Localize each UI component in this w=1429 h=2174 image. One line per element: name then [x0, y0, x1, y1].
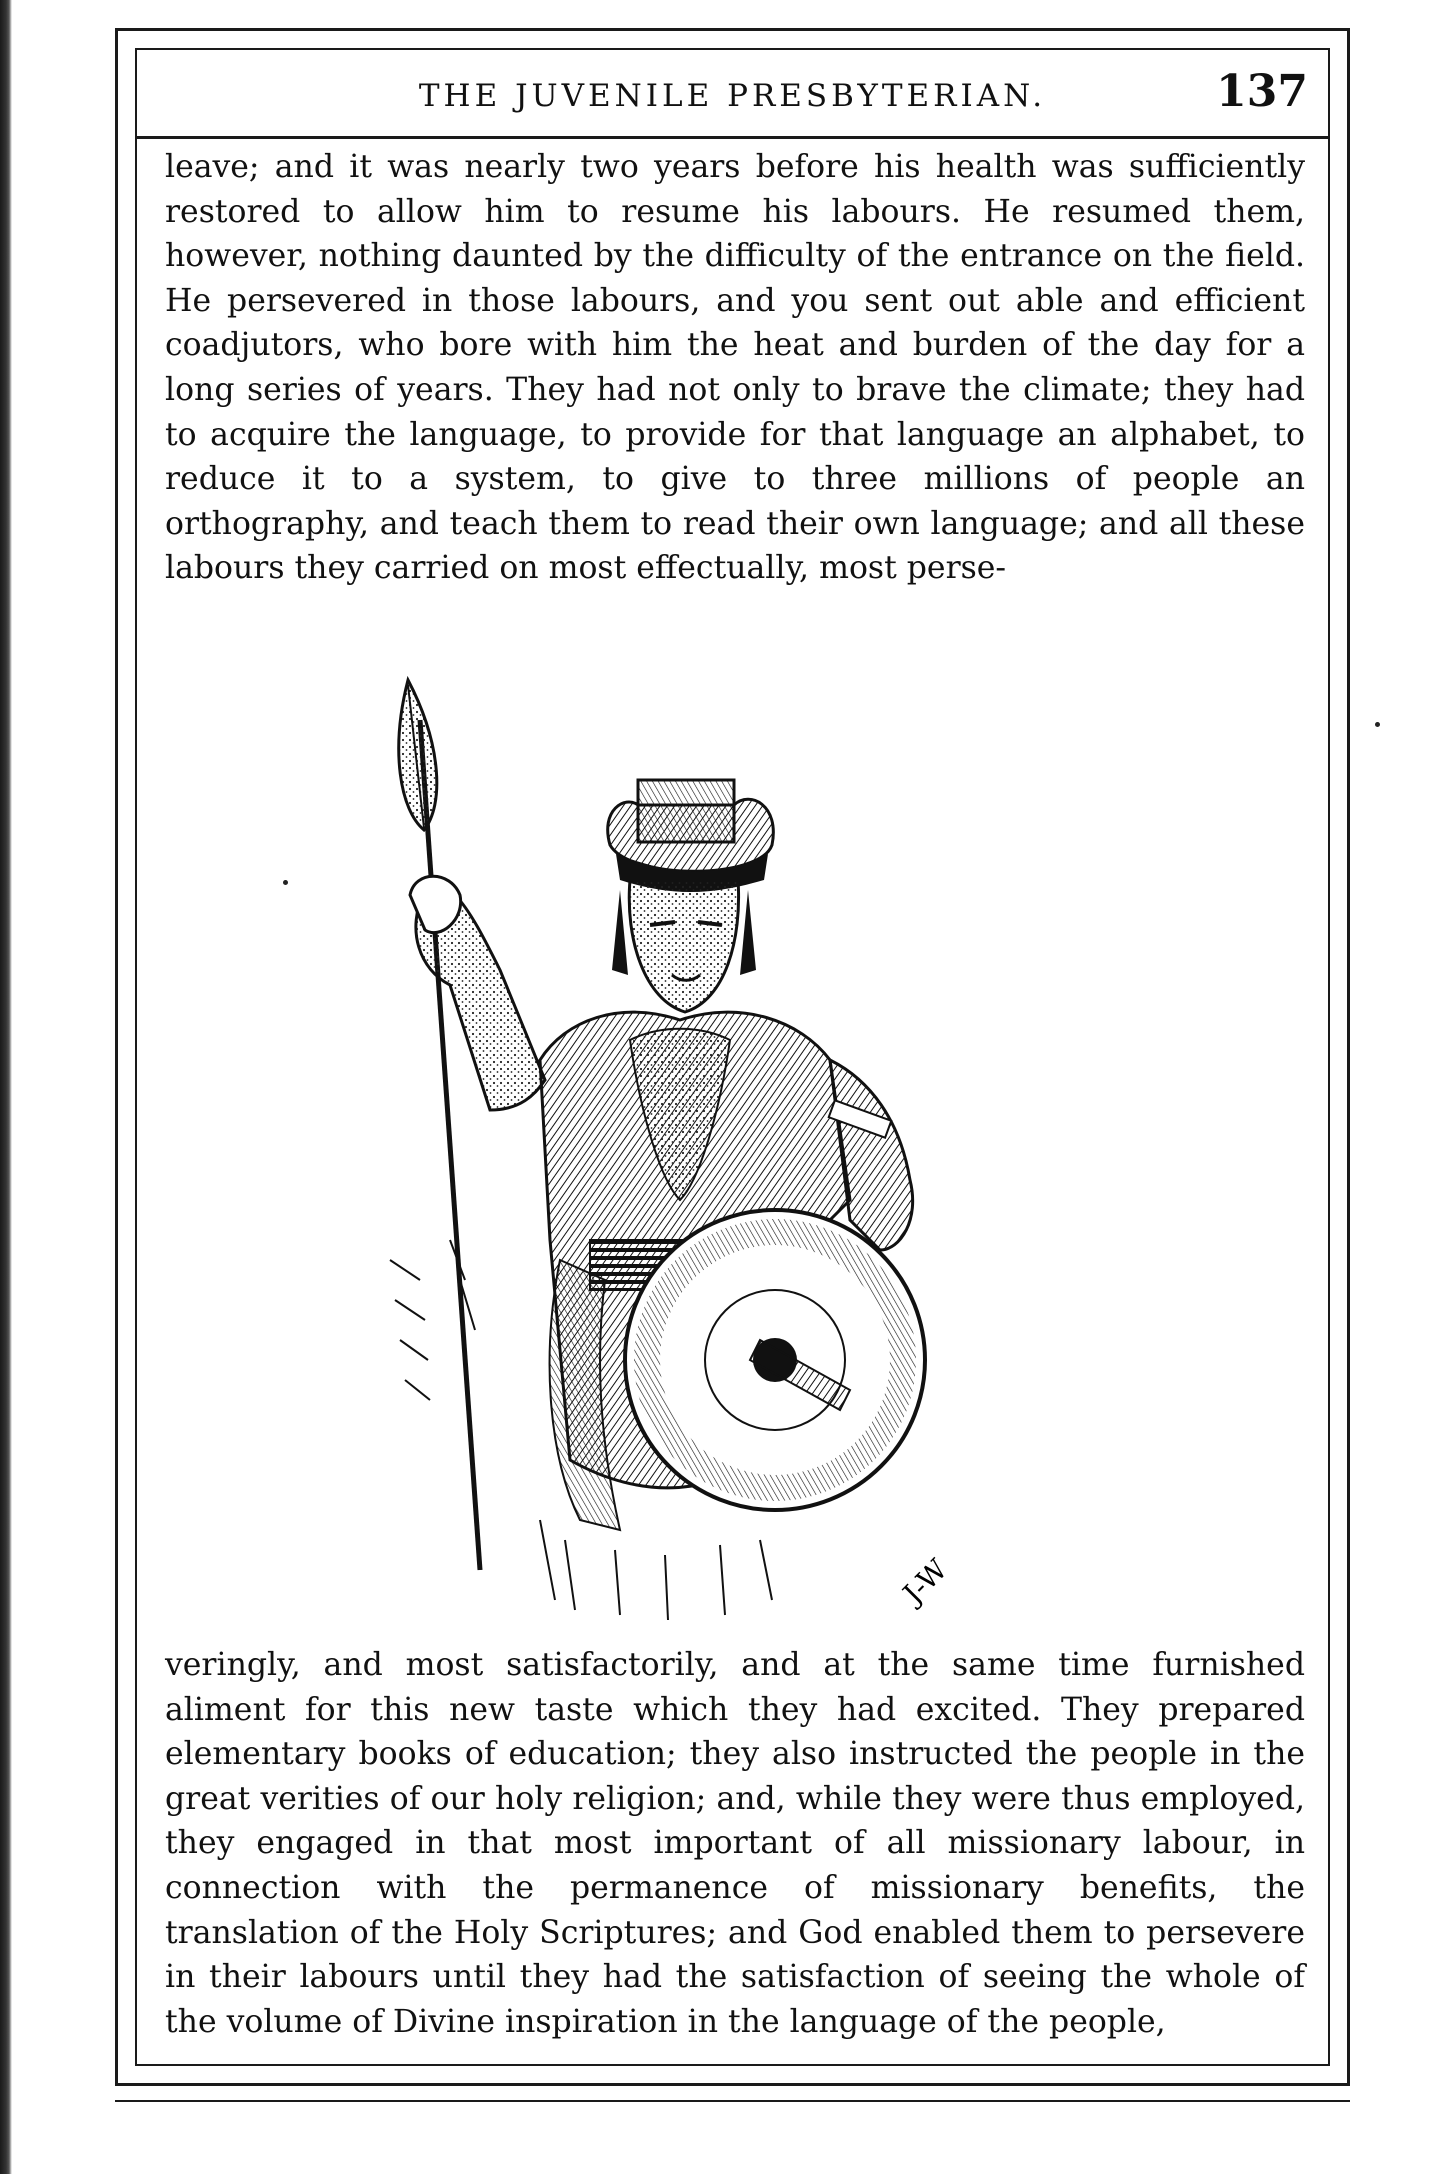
running-head	[135, 60, 1330, 130]
headdress	[608, 780, 774, 892]
warrior-engraving	[380, 640, 1040, 1640]
page-number: 137	[1216, 66, 1308, 117]
arm-on-hip	[829, 1060, 913, 1250]
spear	[399, 680, 480, 1570]
header-rule	[135, 136, 1330, 139]
speck-mark	[283, 880, 288, 885]
paragraph-before-figure: leave; and it was nearly two years before his health was sufficiently restored to allow him to resume his labours. He resumed them, however, nothing daunted by the difficulty of the entrance on the field. He persevered in those labours, and you sent out able and efficient coadjutors, who bore with him the heat and burden of the day for a long series of years. They had not only to brave the climate; they had to acquire the language, to provide for that language an alphabet, to reduce it to a system, to give to three millions of people an orthography, and teach them to read their own language; and all these labours they carried on most effectually, most perse-	[165, 149, 1305, 587]
artist-monogram: J-W	[896, 1552, 954, 1610]
face	[612, 880, 756, 1012]
scan-binding-edge	[0, 0, 12, 2174]
bottom-rule	[115, 2100, 1350, 2102]
round-shield	[625, 1210, 925, 1510]
speck-mark	[1375, 722, 1380, 727]
warrior-illustration	[380, 640, 1040, 1640]
paragraph-after-figure: veringly, and most satisfactorily, and at the same time furnished aliment for this new taste which they had excited. They prepared elementary books of education; they also instructed the people in the great verities of our holy religion; and, while they were thus employed, they engaged in that most important of all missionary labour, in connection with the permanence of missionary benefits, the translation of the Holy Scriptures; and God enabled them to persevere in their labours until they had the satisfaction of seeing the whole of the volume of Divine inspiration in the language of the people,	[165, 1647, 1305, 2040]
raised-arm	[410, 876, 545, 1110]
running-head-title: THE JUVENILE PRESBYTERIAN.	[418, 78, 1047, 114]
